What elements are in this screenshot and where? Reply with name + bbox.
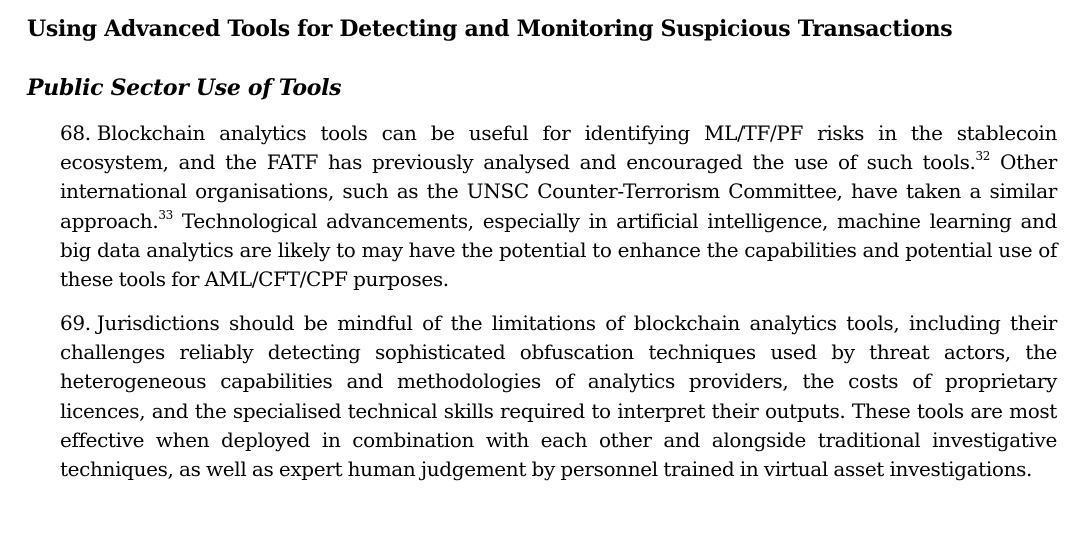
paragraph-69 bbox=[60, 309, 1057, 484]
section-title: Using Advanced Tools for Detecting and Monitoring Suspicious Transactions bbox=[27, 16, 953, 42]
paragraph-text: Other international organisations, such as the UNSC Counter-Terrorism Committee, have taken a similar approach. bbox=[60, 150, 1057, 233]
paragraph-text: Blockchain analytics tools can be useful for identifying ML/TF/PF risks in the stablecoin ecosystem, and the FATF has previously analysed and encouraged the use of such tools. bbox=[60, 121, 1057, 175]
subsection-title: Public Sector Use of Tools bbox=[27, 75, 342, 101]
paragraph-text: Jurisdictions should be mindful of the limitations of blockchain analytics tools, including their challenges reliably detecting sophisticated obfuscation techniques used by threat actors, the heterogeneous capabilities and methodologies of analytics providers, the costs of proprietary licences, and the specialised technical skills required to interpret their outputs. These tools are most effective when deployed in combination with each other and alongside traditional investigative techniques, as well as expert human judgement by personnel trained in virtual asset investigations. bbox=[60, 311, 1057, 482]
footnote-reference[interactable]: 32 bbox=[975, 149, 991, 164]
footnote-reference[interactable]: 33 bbox=[158, 207, 173, 222]
paragraph-number: 68. bbox=[60, 121, 91, 145]
paragraph-number: 69. bbox=[60, 311, 91, 335]
paragraph-68 bbox=[60, 119, 1057, 294]
paragraph-text: Technological advancements, especially in artificial intelligence, machine learning and big data analytics are likely to may have the potential to enhance the capabilities and potential use of these tools for AML/CFT/CPF purposes. bbox=[60, 208, 1057, 292]
